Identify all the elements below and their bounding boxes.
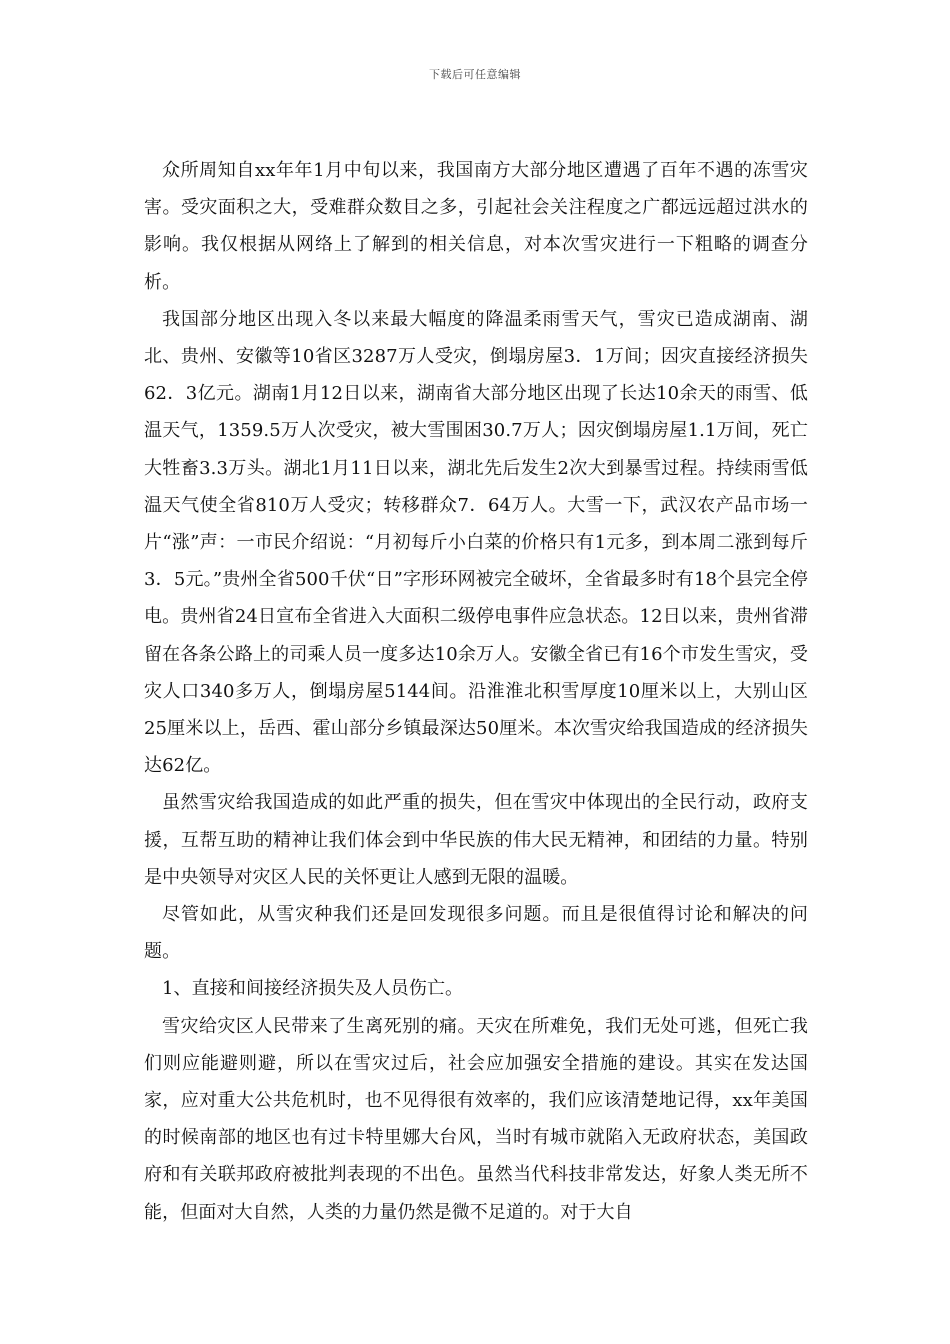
paragraph-national-spirit: 虽然雪灾给我国造成的如此严重的损失，但在雪灾中体现出的全民行动，政府支援，互帮互助的精神让我们体会到中华民族的伟大民无精神，和团结的力量。特别是中央领导对灾区人民的关怀更让人感到无限的温暖。: [144, 792, 808, 888]
page-header: 下载后可任意编辑: [429, 68, 521, 81]
document-body: [144, 152, 808, 1231]
paragraph-losses: 雪灾给灾区人民带来了生离死别的痛。天灾在所难免，我们无处可逃，但死亡我们则应能避则避，所以在雪灾过后，社会应加强安全措施的建设。其实在发达国家，应对重大公共危机时，也不见得很有效率的，我们应该清楚地记得，xx年美国的时候南部的地区也有过卡特里娜大台风，当时有城市就陷入无政府状态，美国政府和有关联邦政府被批判表现的不出色。虽然当代科技非常发达，好象人类无所不能，但面对大自然，人类的力量仍然是微不足道的。对于大自: [144, 1015, 808, 1223]
paragraph-intro: 众所周知自xx年年1月中旬以来，我国南方大部分地区遭遇了百年不遇的冻雪灾害。受灾面积之大，受难群众数目之多，引起社会关注程度之广都远远超过洪水的影响。我仅根据从网络上了解到的相关信息，对本次雪灾进行一下粗略的调查分析。: [144, 160, 808, 293]
paragraph-problems: 尽管如此，从雪灾种我们还是回发现很多问题。而且是很值得讨论和解决的问题。: [144, 904, 808, 963]
section-heading-1: 1、直接和间接经济损失及人员伤亡。: [162, 978, 464, 1000]
paragraph-disaster-data: 我国部分地区出现入冬以来最大幅度的降温柔雨雪天气，雪灾已造成湖南、湖北、贵州、安徽等10省区3287万人受灾，倒塌房屋3．1万间；因灾直接经济损失62．3亿元。湖南1月12日以来，湖南省大部分地区出现了长达10余天的雨雪、低温天气，1359.5万人次受灾，被大雪围困30.7万人；因灾倒塌房屋1.1万间，死亡大牲畜3.3万头。湖北1月11日以来，湖北先后发生2次大到暴雪过程。持续雨雪低温天气使全省810万人受灾；转移群众7．64万人。大雪一下，武汉农产品市场一片“涨”声：一市民介绍说：“月初每斤小白菜的价格只有1元多，到本周二涨到每斤3．5元。”贵州全省500千伏“日”字形环网被完全破坏，全省最多时有18个县完全停电。贵州省24日宣布全省进入大面积二级停电事件应急状态。12日以来，贵州省滞留在各条公路上的司乘人员一度多达10余万人。安徽全省已有16个市发生雪灾，受灾人口340多万人，倒塌房屋5144间。沿淮淮北积雪厚度10厘米以上，大别山区25厘米以上，岳西、霍山部分乡镇最深达50厘米。本次雪灾给我国造成的经济损失达62亿。: [144, 308, 808, 777]
